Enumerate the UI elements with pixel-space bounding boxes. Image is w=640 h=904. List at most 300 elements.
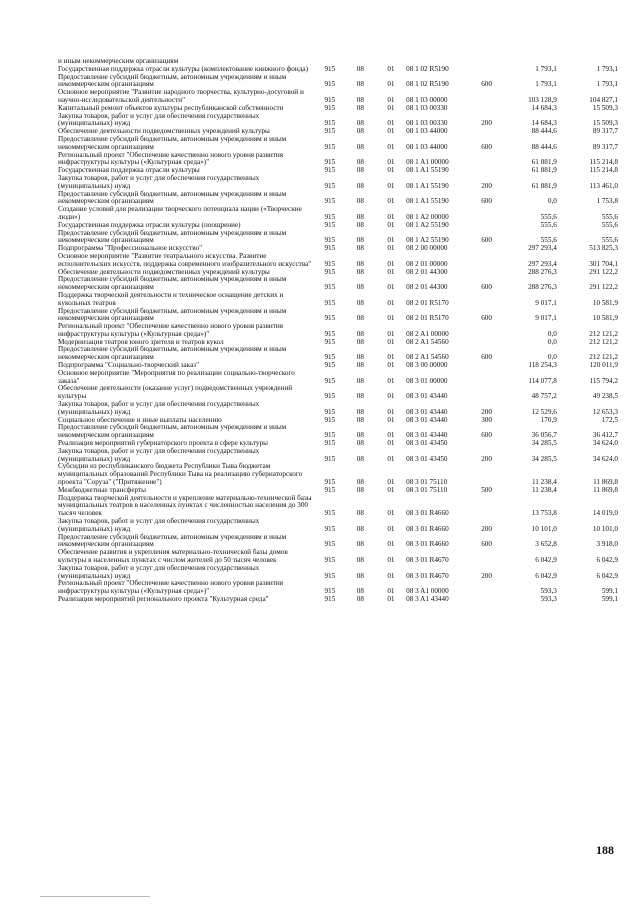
ministry-code-cell: 915 [324,80,336,89]
target-article-code-cell: 08 1 A1 00000 [406,158,449,167]
amount-year-1-cell: 297 293,4 [528,244,557,253]
ministry-code-cell: 915 [324,329,336,338]
amount-year-2-cell: 301 704,1 [589,259,618,268]
subsection-code-cell: 01 [387,415,395,424]
amount-year-1-cell: 34 285,5 [531,439,557,448]
table-row [58,596,618,604]
amount-year-1-cell: 34 285,5 [531,454,557,463]
table-row [58,495,618,518]
section-code-cell: 08 [356,540,364,549]
target-article-code-cell: 08 1 03 00330 [406,119,448,128]
section-code-cell: 08 [356,127,364,136]
amount-year-2-cell: 1 753,8 [596,197,618,206]
section-code-cell: 08 [356,259,364,268]
ministry-code-cell: 915 [324,119,336,128]
table-row [58,323,618,339]
expense-type-code-cell [471,596,502,604]
expense-type-code-cell: 600 [481,431,492,440]
section-code-cell: 08 [356,283,364,292]
amount-year-1-cell: 1 793,1 [535,80,557,89]
expense-type-code-cell: 200 [481,181,492,190]
table-row [58,385,618,401]
expense-type-code-cell: 500 [481,485,492,494]
table-row [58,89,618,105]
section-code-cell: 08 [356,571,364,580]
ministry-code-cell: 915 [324,509,336,518]
section-code-cell: 08 [356,353,364,362]
ministry-code-cell: 915 [324,166,336,175]
subsection-code-cell: 01 [387,337,395,346]
amount-year-1-cell: 114 077,8 [528,376,557,385]
expense-name-cell: Предоставление субсидий бюджетным, автономным учреждениям и иным некоммерческим организациям [58,306,287,323]
amount-year-2-cell: 15 509,3 [592,103,618,112]
subsection-code-cell: 01 [387,524,395,533]
expense-name-cell: Закупка товаров, работ и услуг для обеспечения государственных (муниципальных) нужд [58,517,260,533]
expense-type-code-cell [471,370,502,386]
expense-name-cell: Подпрограмма "Профессиональное искусство" [58,244,203,253]
amount-year-1-cell: 12 529,6 [531,407,557,416]
amount-year-1-cell: 11 238,4 [531,478,557,487]
subsection-code-cell: 01 [387,244,395,253]
budget-table [58,58,618,604]
subsection-code-cell: 01 [387,556,395,564]
expense-name-cell: Межбюджетные трансферты [58,485,146,494]
expense-type-code-cell: 200 [481,571,492,580]
expense-name-cell: Реализация мероприятий регионального проекта "Культурная среда" [58,594,269,603]
ministry-code-cell: 915 [324,197,336,206]
amount-year-2-cell: 10 581,9 [592,314,618,323]
target-article-code-cell: 08 3 01 75110 [406,485,448,494]
target-article-code-cell: 08 2 01 R5170 [406,314,449,323]
target-article-code-cell: 08 1 03 44000 [406,142,448,151]
section-code-cell: 08 [356,337,364,346]
subsection-code-cell: 01 [387,197,395,206]
amount-year-1-cell: 0,0 [547,197,557,206]
target-article-code-cell: 08 2 01 44300 [406,283,448,292]
section-code-cell: 08 [356,509,364,518]
target-article-code-cell: 08 1 A2 00000 [406,212,449,221]
amount-year-2-cell: 212 121,2 [589,337,618,346]
amount-year-2-cell: 115 214,8 [589,166,618,175]
expense-type-code-cell: 300 [481,415,492,424]
amount-year-1-cell: 288 276,3 [528,283,557,292]
table-row [58,74,618,90]
expense-name-cell: Социальное обеспечение и иные выплаты населению [58,415,222,424]
expense-type-code-cell: 200 [481,454,492,463]
expense-name-cell: Закупка товаров, работ и услуг для обеспечения государственных (муниципальных) нужд [58,173,260,190]
target-article-code-cell: 08 1 03 00000 [406,95,448,104]
ministry-code-cell: 915 [324,267,336,276]
expense-type-code-cell [471,152,502,168]
amount-year-1-cell: 6 042,9 [535,556,557,564]
target-article-code-cell: 08 2 01 R5170 [406,298,449,307]
amount-year-2-cell: 599,1 [601,587,618,596]
table-row [58,463,618,486]
amount-year-2-cell: 555,6 [601,236,618,245]
table-row [58,175,618,191]
table-row [58,448,618,464]
expense-name-cell: Субсидии из республиканского бюджета Республики Тыва бюджетам муниципальных образований Республики Тыва на реализацию губернаторского проекта "Соруза" ("Притяжение") [58,462,303,487]
subsection-code-cell: 01 [387,392,395,401]
ministry-code-cell: 915 [324,236,336,245]
target-article-code-cell: 08 2 00 00000 [406,244,448,253]
amount-year-2-cell: 172,5 [601,415,618,424]
ministry-code-cell: 915 [324,478,336,487]
expense-type-code-cell: 600 [481,236,492,245]
subsection-code-cell: 01 [387,119,395,128]
subsection-code-cell: 01 [387,181,395,190]
amount-year-1-cell: 11 238,4 [531,485,557,494]
ministry-code-cell: 915 [324,524,336,533]
expense-name-cell: Государственная поддержка отрасли культуры [58,166,200,175]
subsection-code-cell: 01 [387,485,395,494]
expense-type-code-cell [471,362,502,370]
subsection-code-cell: 01 [387,439,395,448]
subsection-code-cell: 01 [387,509,395,518]
amount-year-1-cell: 9 017,1 [535,314,557,323]
table-row [58,253,618,269]
target-article-code-cell: 08 2 A1 00000 [406,329,449,338]
amount-year-2-cell: 113 461,0 [589,181,618,190]
section-code-cell: 08 [356,64,364,73]
expense-name-cell: Предоставление субсидий бюджетным, автономным учреждениям и иным некоммерческим организациям [58,275,287,292]
target-article-code-cell: 08 3 01 00000 [406,376,448,385]
amount-year-1-cell: 288 276,3 [528,267,557,276]
ministry-code-cell: 915 [324,454,336,463]
expense-type-code-cell [471,245,502,253]
expense-name-cell: Модернизация театров юного зрителя и театров кукол [58,337,224,346]
subsection-code-cell: 01 [387,127,395,136]
expense-type-code-cell: 200 [481,524,492,533]
table-row [58,292,618,308]
expense-type-code-cell [471,440,502,448]
section-code-cell: 08 [356,556,364,564]
amount-year-2-cell: 599,1 [601,594,618,603]
subsection-code-cell: 01 [387,236,395,245]
ministry-code-cell: 915 [324,485,336,494]
ministry-code-cell: 915 [324,95,336,104]
ministry-code-cell: 915 [324,64,336,73]
ministry-code-cell: 915 [324,314,336,323]
amount-year-2-cell: 212 121,2 [589,353,618,362]
subsection-code-cell: 01 [387,298,395,307]
subsection-code-cell: 01 [387,353,395,362]
expense-name-cell: Реализация мероприятий губернаторского проекта в сфере культуры [58,439,268,448]
expense-name-cell: Предоставление субсидий бюджетным, автономным учреждениям и иным некоммерческим организациям [58,189,287,206]
subsection-code-cell: 01 [387,267,395,276]
budget-table-body [58,58,618,604]
section-code-cell: 08 [356,244,364,253]
amount-year-2-cell: 89 317,7 [592,127,618,136]
target-article-code-cell: 08 3 01 43450 [406,454,448,463]
subsection-code-cell: 01 [387,283,395,292]
amount-year-2-cell: 6 042,9 [596,571,618,580]
amount-year-2-cell: 115 214,8 [589,158,618,167]
target-article-code-cell: 08 3 01 43440 [406,392,448,401]
expense-name-cell: Закупка товаров, работ и услуг для обеспечения государственных (муниципальных) нужд [58,446,260,463]
target-article-code-cell: 08 1 02 R5190 [406,80,449,89]
amount-year-1-cell: 61 881,9 [531,166,557,175]
expense-name-cell: Закупка товаров, работ и услуг для обеспечения государственных (муниципальных) нужд [58,400,260,416]
subsection-code-cell: 01 [387,454,395,463]
target-article-code-cell: 08 2 01 00000 [406,259,448,268]
ministry-code-cell: 915 [324,540,336,549]
amount-year-2-cell: 120 011,9 [589,361,618,370]
table-row [58,549,618,565]
ministry-code-cell: 915 [324,127,336,136]
amount-year-1-cell: 118 254,3 [528,361,557,370]
table-row [58,308,618,324]
expense-type-code-cell [471,128,502,136]
expense-name-cell: Региональный проект "Обеспечение качественно нового уровня развития инфраструктуры культуры («Культурная среда»)" [58,322,284,338]
table-row [58,518,618,534]
expense-type-code-cell [471,66,502,74]
subsection-code-cell: 01 [387,587,395,596]
expense-name-cell: Закупка товаров, работ и услуг для обеспечения государственных (муниципальных) нужд [58,111,260,128]
section-code-cell: 08 [356,478,364,487]
section-code-cell: 08 [356,236,364,245]
expense-name-cell: Поддержка творческой деятельности и техническое оснащение детских и кукольных театров [58,290,284,307]
subsection-code-cell: 01 [387,95,395,104]
table-row [58,580,618,596]
amount-year-2-cell: 11 869,8 [593,478,618,487]
section-code-cell: 08 [356,142,364,151]
target-article-code-cell: 08 3 01 43440 [406,407,448,416]
section-code-cell: 08 [356,415,364,424]
subsection-code-cell: 01 [387,594,395,603]
amount-year-1-cell: 1 793,1 [535,64,557,73]
subsection-code-cell: 01 [387,478,395,487]
section-code-cell: 08 [356,439,364,448]
target-article-code-cell: 08 1 02 R5190 [406,64,449,73]
amount-year-1-cell: 555,6 [540,220,557,229]
section-code-cell: 08 [356,376,364,385]
target-article-code-cell: 08 3 01 R4660 [406,540,449,549]
page-number: 188 [596,843,614,857]
expense-name-cell: Основное мероприятие "Развитие народного творчества, культурно-досуговой и научно-исследовательской деятельности" [58,88,304,104]
ministry-code-cell: 915 [324,158,336,167]
amount-year-2-cell: 291 122,2 [589,267,618,276]
expense-name-cell: Региональный проект "Обеспечение качественно нового уровня развития инфраструктуры культуры («Культурная среда»)" [58,579,284,596]
ministry-code-cell: 915 [324,244,336,253]
expense-name-cell: и иным некоммерческим организациям [58,57,179,65]
amount-year-2-cell: 555,6 [601,212,618,221]
target-article-code-cell: 08 3 01 R4660 [406,509,449,518]
table-row [58,152,618,168]
amount-year-1-cell: 297 293,4 [528,259,557,268]
expense-name-cell: Поддержка творческой деятельности и укрепление материально-технической базы муниципальных театров в населенных пунктах с численностью населения до 300 тысяч человек [58,493,312,518]
section-code-cell: 08 [356,392,364,401]
expense-type-code-cell: 600 [481,283,492,292]
amount-year-1-cell: 36 056,7 [531,431,557,440]
expense-type-code-cell: 600 [481,314,492,323]
amount-year-2-cell: 36 412,7 [592,431,618,440]
subsection-code-cell: 01 [387,376,395,385]
amount-year-2-cell: 49 238,5 [592,392,618,401]
section-code-cell: 08 [356,407,364,416]
amount-year-2-cell: 291 122,2 [589,283,618,292]
table-row [58,276,618,292]
expense-type-code-cell: 200 [481,407,492,416]
amount-year-2-cell: 11 869,8 [593,485,618,494]
expense-type-code-cell [471,58,502,66]
target-article-code-cell: 08 1 A1 55190 [406,166,449,175]
table-row [58,191,618,207]
ministry-code-cell: 915 [324,415,336,424]
amount-year-1-cell: 555,6 [540,236,557,245]
ministry-code-cell: 915 [324,103,336,112]
amount-year-1-cell: 593,3 [540,594,557,603]
table-row [58,401,618,417]
target-article-code-cell: 08 3 01 75110 [406,478,448,487]
amount-year-1-cell: 14 684,3 [531,103,557,112]
target-article-code-cell: 08 2 01 44300 [406,267,448,276]
section-code-cell: 08 [356,329,364,338]
amount-year-1-cell: 13 753,8 [531,509,557,518]
amount-year-1-cell: 48 757,2 [531,392,557,401]
table-row [58,424,618,440]
amount-year-2-cell: 14 019,0 [592,509,618,518]
expense-name-cell: Основное мероприятие "Развитие театрального искусства. Развитие исполнительских искусств, поддержка современного изобразительного искусства" [58,251,312,268]
ministry-code-cell: 915 [324,407,336,416]
target-article-code-cell: 08 3 01 43440 [406,431,448,440]
ministry-code-cell: 915 [324,376,336,385]
amount-year-1-cell: 88 444,6 [531,127,557,136]
section-code-cell: 08 [356,181,364,190]
amount-year-2-cell: 34 624,0 [592,439,618,448]
target-article-code-cell: 08 2 A1 54560 [406,337,449,346]
section-code-cell: 08 [356,431,364,440]
amount-year-2-cell: 12 653,3 [592,407,618,416]
table-row [58,230,618,246]
section-code-cell: 08 [356,298,364,307]
amount-year-1-cell: 103 128,9 [528,95,557,104]
ministry-code-cell: 915 [324,361,336,370]
subsection-code-cell: 01 [387,166,395,175]
ministry-code-cell: 915 [324,142,336,151]
footer-scan-mark [40,896,150,900]
ministry-code-cell: 915 [324,431,336,440]
expense-name-cell: Капитальный ремонт объектов культуры республиканской собственности [58,103,284,112]
section-code-cell: 08 [356,103,364,112]
amount-year-1-cell: 9 017,1 [535,298,557,307]
section-code-cell: 08 [356,587,364,596]
subsection-code-cell: 01 [387,361,395,370]
section-code-cell: 08 [356,361,364,370]
expense-type-code-cell [471,292,502,308]
expense-type-code-cell [471,167,502,175]
expense-name-cell: Закупка товаров, работ и услуг для обеспечения государственных (муниципальных) нужд [58,563,260,580]
expense-type-code-cell [471,549,502,565]
amount-year-2-cell: 6 042,9 [596,556,618,564]
amount-year-1-cell: 3 652,8 [535,540,557,549]
expense-name-cell: Обеспечение деятельности подведомственных учреждений культуры [58,267,270,276]
expense-type-code-cell: 600 [481,80,492,89]
subsection-code-cell: 01 [387,158,395,167]
expense-name-cell: Создание условий для реализации творческого потенциала нации («Творческие люди») [58,205,302,221]
subsection-code-cell: 01 [387,220,395,229]
section-code-cell: 08 [356,267,364,276]
section-code-cell: 08 [356,197,364,206]
expense-type-code-cell [471,495,502,518]
amount-year-2-cell: 212 121,2 [589,329,618,338]
expense-name-cell: Государственная поддержка отрасли культуры (поощрение) [58,220,241,229]
expense-type-code-cell [471,269,502,277]
expense-name-cell: Предоставление субсидий бюджетным, автономным учреждениям и иным некоммерческим организациям [58,423,287,440]
amount-year-2-cell: 10 581,9 [592,298,618,307]
amount-year-1-cell: 0,0 [547,337,557,346]
amount-year-2-cell: 104 827,1 [589,95,618,104]
amount-year-2-cell: 89 317,7 [592,142,618,151]
subsection-code-cell: 01 [387,103,395,112]
amount-year-1-cell: 593,3 [540,587,557,596]
amount-year-1-cell: 10 101,0 [531,524,557,533]
section-code-cell: 08 [356,80,364,89]
ministry-code-cell: 915 [324,181,336,190]
ministry-code-cell: 915 [324,587,336,596]
ministry-code-cell: 915 [324,392,336,401]
amount-year-1-cell: 6 042,9 [535,571,557,580]
expense-type-code-cell [471,253,502,269]
target-article-code-cell: 08 1 A2 55190 [406,220,449,229]
expense-type-code-cell [471,339,502,347]
expense-name-cell: Предоставление субсидий бюджетным, автономным учреждениям и иным некоммерческим организациям [58,72,287,89]
expense-type-code-cell [471,323,502,339]
subsection-code-cell: 01 [387,407,395,416]
subsection-code-cell: 01 [387,540,395,549]
section-code-cell: 08 [356,95,364,104]
table-row [58,346,618,362]
target-article-code-cell: 08 3 01 43450 [406,439,448,448]
amount-year-1-cell: 0,0 [547,329,557,338]
section-code-cell: 08 [356,485,364,494]
section-code-cell: 08 [356,220,364,229]
amount-year-1-cell: 61 881,9 [531,181,557,190]
table-row [58,565,618,581]
section-code-cell: 08 [356,454,364,463]
target-article-code-cell: 08 3 A1 00000 [406,587,449,596]
subsection-code-cell: 01 [387,314,395,323]
budget-table-sheet [58,58,618,604]
target-article-code-cell: 08 2 A1 54560 [406,353,449,362]
expense-type-code-cell: 600 [481,540,492,549]
expense-name-cell: Предоставление субсидий бюджетным, автономным учреждениям и иным некоммерческим организациям [58,228,287,245]
ministry-code-cell: 915 [324,594,336,603]
section-code-cell: 08 [356,119,364,128]
expense-name-cell: Предоставление субсидий бюджетным, автономным учреждениям и иным некоммерческим организациям [58,532,287,549]
subsection-code-cell: 01 [387,259,395,268]
expense-name-cell: Обеспечение деятельности подведомственных учреждений культуры [58,127,270,136]
amount-year-1-cell: 88 444,6 [531,142,557,151]
target-article-code-cell: 08 3 01 R4670 [406,556,449,564]
table-row [58,136,618,152]
expense-type-code-cell: 200 [481,119,492,128]
amount-year-1-cell: 170,9 [540,415,557,424]
amount-year-2-cell: 115 794,2 [589,376,618,385]
expense-name-cell: Предоставление субсидий бюджетным, автономным учреждениям и иным некоммерческим организациям [58,134,287,151]
expense-type-code-cell: 600 [481,197,492,206]
expense-type-code-cell: 600 [481,142,492,151]
expense-type-code-cell [471,206,502,222]
expense-name-cell: Основное мероприятие "Мероприятия по реализации социально-творческого заказа" [58,368,295,385]
section-code-cell: 08 [356,212,364,221]
table-row [58,534,618,550]
target-article-code-cell: 08 3 01 R4670 [406,571,449,580]
amount-year-1-cell: 14 684,3 [531,119,557,128]
target-article-code-cell: 08 1 A1 55190 [406,181,449,190]
subsection-code-cell: 01 [387,571,395,580]
ministry-code-cell: 915 [324,298,336,307]
